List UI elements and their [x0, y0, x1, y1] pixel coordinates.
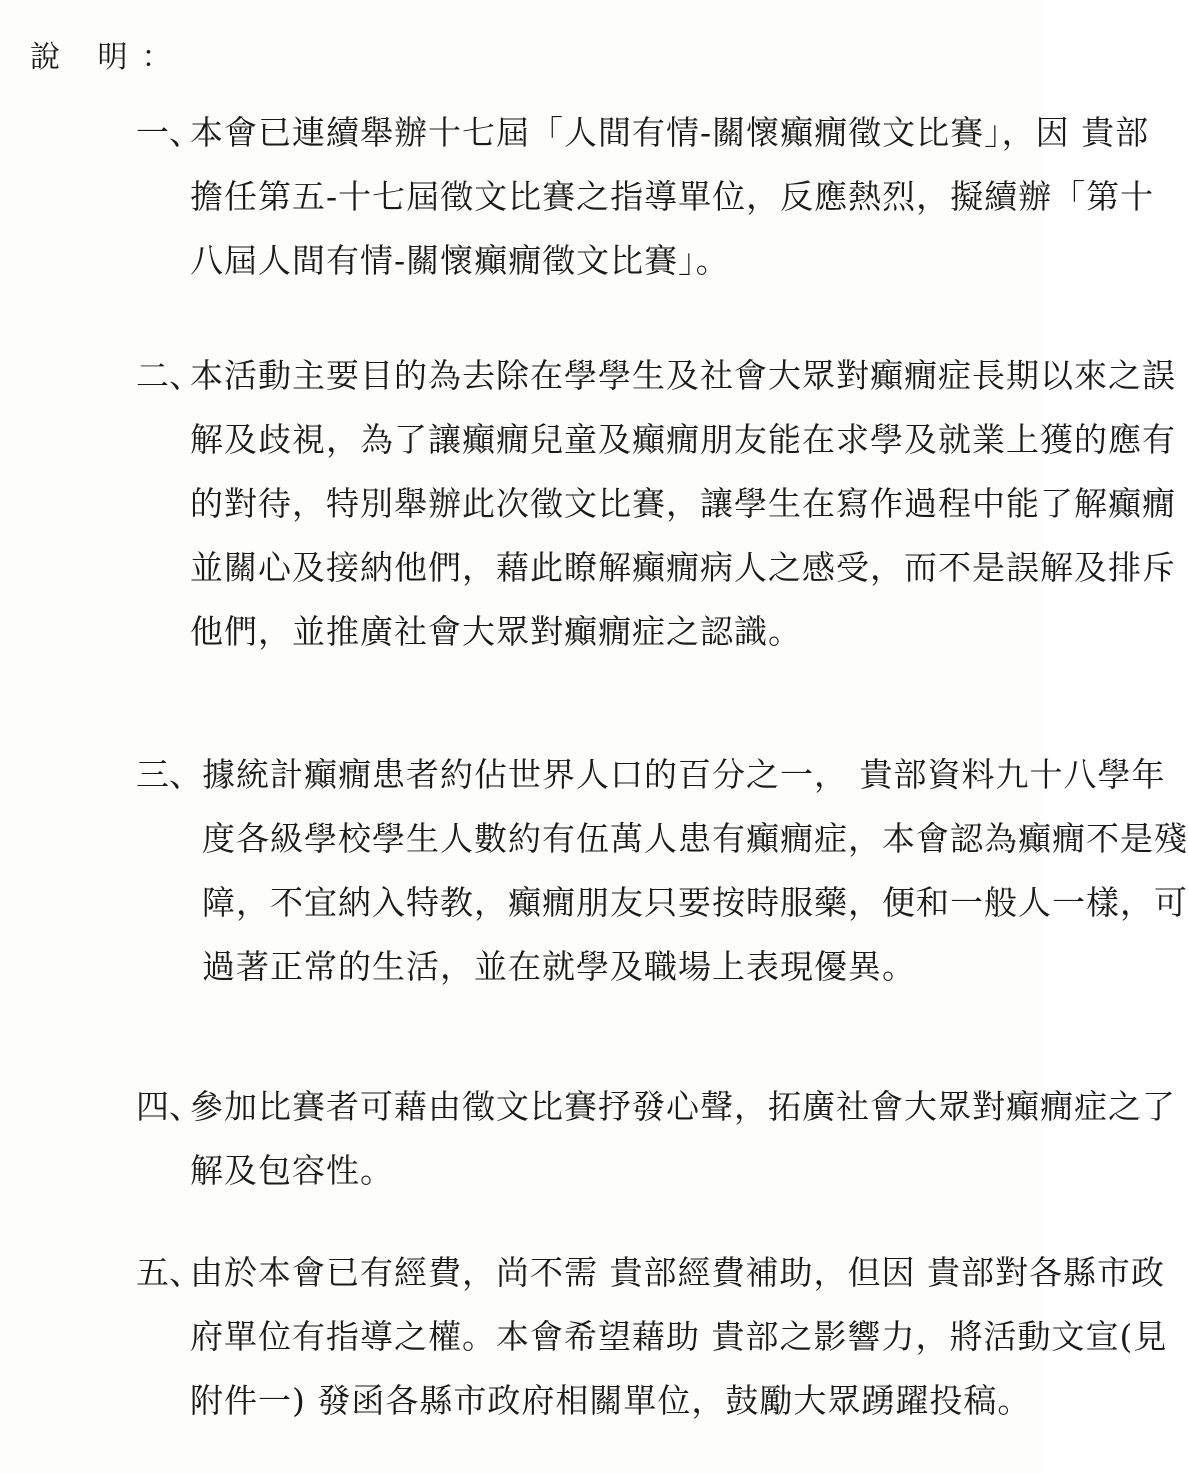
item-number: 三、 [136, 755, 202, 794]
item-line: 八屆人間有情-關懷癲癇徵文比賽」。 [190, 241, 730, 280]
item-line: 本會已連續舉辦十七屆「人間有情-關懷癲癇徵文比賽」，因 貴部 [190, 113, 1150, 152]
item-line: 由於本會已有經費，尚不需 貴部經費補助，但因 貴部對各縣市政 [190, 1253, 1165, 1292]
item-line: 並關心及接納他們，藉此瞭解癲癇病人之感受，而不是誤解及排斥 [190, 548, 1176, 587]
item-body [190, 1075, 1176, 1203]
item-number: 四、 [136, 1087, 202, 1126]
item-body [190, 344, 1176, 664]
item-line: 解及包容性。 [190, 1151, 394, 1190]
item-number: 二、 [136, 356, 202, 395]
item-number: 五、 [136, 1253, 202, 1292]
item-line: 障，不宜納入特教，癲癇朋友只要按時服藥，便和一般人一樣，可 [202, 883, 1188, 922]
item-line: 他們，並推廣社會大眾對癲癇症之認識。 [190, 612, 802, 651]
item-line: 參加比賽者可藉由徵文比賽抒發心聲，拓廣社會大眾對癲癇症之了 [190, 1087, 1176, 1126]
item-line: 府單位有指導之權。本會希望藉助 貴部之影響力，將活動文宣(見 [190, 1317, 1168, 1356]
item-line: 本活動主要目的為去除在學學生及社會大眾對癲癇症長期以來之誤 [190, 356, 1176, 395]
item-line: 據統計癲癇患者約佔世界人口的百分之一， 貴部資料九十八學年 [202, 755, 1166, 794]
item-body [190, 101, 1155, 293]
section-heading: 說 明： [30, 40, 186, 75]
item-line: 過著正常的生活，並在就學及職場上表現優異。 [202, 947, 916, 986]
item-line: 的對待，特別舉辦此次徵文比賽，讓學生在寫作過程中能了解癲癇 [190, 484, 1176, 523]
item-line: 擔任第五-十七屆徵文比賽之指導單位，反應熱烈，擬續辦「第十 [190, 177, 1155, 216]
item-line: 解及歧視，為了讓癲癇兒童及癲癇朋友能在求學及就業上獲的應有 [190, 420, 1176, 459]
item-line: 度各級學校學生人數約有伍萬人患有癲癇症，本會認為癲癇不是殘 [202, 819, 1188, 858]
item-body [190, 1241, 1168, 1433]
item-number: 一、 [136, 113, 202, 152]
item-body [202, 743, 1188, 999]
item-line: 附件一) 發函各縣市政府相關單位，鼓勵大眾踴躍投稿。 [190, 1381, 1032, 1420]
